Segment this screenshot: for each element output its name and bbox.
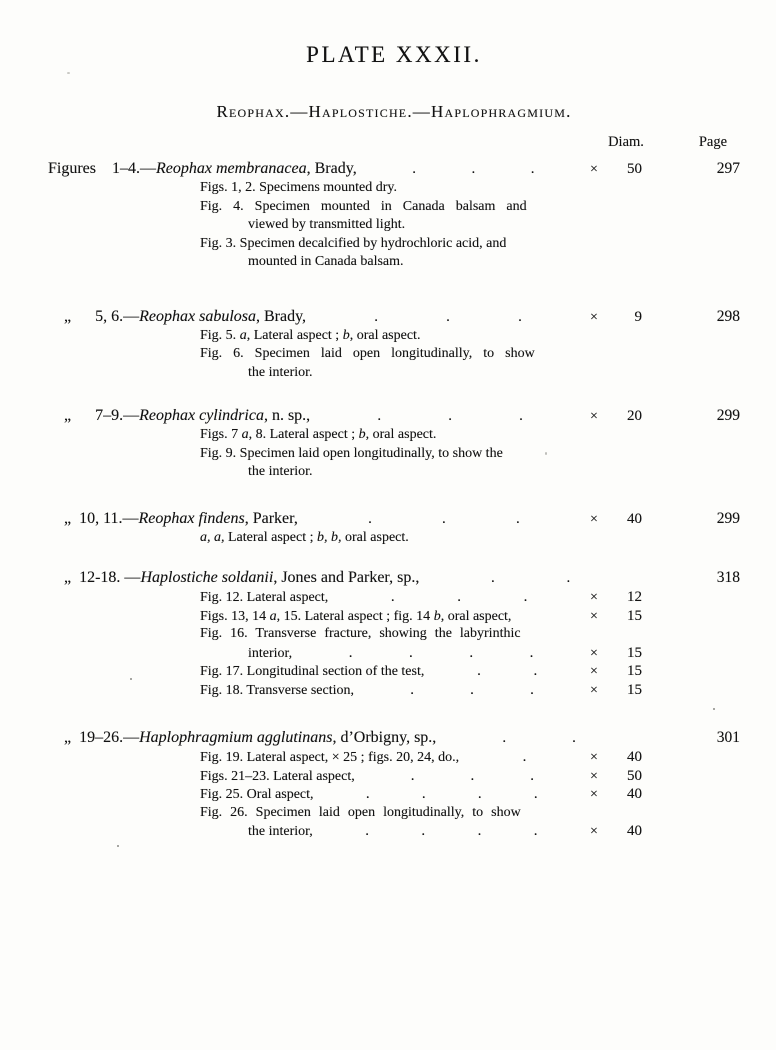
figure-detail-row: [48, 681, 740, 700]
figure-detail-text: viewed by transmitted light.: [248, 217, 406, 232]
magnification-cell: [590, 406, 642, 427]
entry-heading: „ 7–9.—Reophax cylindrica, n. sp.,: [48, 407, 311, 424]
figure-entry: [48, 405, 740, 482]
column-header-row: [48, 134, 740, 152]
leader-dot: .: [518, 308, 522, 325]
page-column-header: Page: [698, 134, 727, 150]
leader-dots: [314, 785, 590, 804]
magnification-cell: [590, 748, 642, 768]
magnification-sign: ×: [590, 409, 598, 424]
figure-detail-row: [48, 822, 740, 841]
figure-detail-row: [48, 607, 740, 626]
figure-detail-row: [48, 463, 740, 482]
figure-detail-text: a, a, Lateral aspect ; b, b, oral aspect.: [200, 529, 409, 545]
leader-dot: .: [533, 786, 538, 802]
leader-dot: .: [446, 308, 450, 325]
figure-entry: [48, 306, 740, 383]
magnification-value: 50: [627, 767, 642, 784]
diam-column-header: Diam.: [608, 134, 644, 150]
leader-dot: .: [365, 823, 369, 839]
figure-detail-row: [48, 804, 740, 823]
leader-dots: [436, 728, 642, 749]
magnification-sign: ×: [590, 682, 598, 698]
entry-heading: „ 5, 6.—Reophax sabulosa, Brady,: [48, 307, 307, 325]
figure-detail-text: Fig. 4. Specimen mounted in Canada balsam and: [200, 198, 527, 214]
magnification-value: 40: [627, 823, 642, 839]
magnification-value: 40: [627, 510, 642, 527]
magnification-value: 15: [627, 607, 642, 624]
species-name: Reophax sabulosa: [139, 307, 256, 325]
magnification-sign: ×: [590, 590, 598, 605]
figure-detail-row: [48, 426, 740, 445]
leader-dots: [310, 406, 590, 427]
leader-dot: .: [469, 644, 474, 661]
leader-dot: .: [470, 767, 475, 784]
leader-dot: .: [530, 767, 534, 784]
figure-entry: [48, 158, 740, 272]
figure-detail-text: Fig. 25. Oral aspect,: [200, 787, 314, 802]
figure-detail-row: [48, 767, 740, 786]
species-name: Reophax membranacea: [156, 160, 307, 177]
figure-detail-text: Fig. 16. Transverse fracture, showing the labyrinthic: [200, 626, 521, 641]
magnification-sign: ×: [590, 768, 598, 784]
figure-detail-row: [48, 625, 740, 644]
figure-detail-text: Fig. 18. Transverse section,: [200, 682, 354, 698]
entry-heading: „ 12-18. —Haplostiche soldanii, Jones and Parker, sp.,: [48, 569, 420, 586]
leader-dot: .: [530, 161, 535, 177]
leader-dots: [298, 509, 590, 530]
leader-dots: [313, 822, 590, 841]
species-name: Haplostiche soldanii: [140, 569, 274, 586]
plate-subtitle: Reophax.—Haplostiche.—Haplophragmium.: [216, 102, 572, 121]
leader-dot: .: [477, 663, 481, 679]
leader-dot: .: [470, 681, 474, 698]
plate-title: PLATE XXXII.: [306, 42, 482, 67]
figure-detail-text: interior,: [248, 645, 293, 661]
leader-dot: .: [390, 589, 395, 605]
figure-detail-row: [48, 529, 740, 548]
magnification-value: 15: [627, 663, 642, 679]
leader-dot: .: [477, 823, 482, 839]
magnification-cell: [590, 822, 642, 842]
species-name: Reophax cylindrica: [139, 407, 264, 424]
figure-detail-row: [48, 364, 740, 383]
figure-detail-row: [48, 179, 740, 198]
magnification-value: 15: [627, 681, 642, 698]
leader-dot: .: [533, 823, 538, 839]
magnification-sign: ×: [590, 608, 598, 624]
leader-dot: .: [448, 408, 452, 424]
leader-dot: .: [519, 408, 523, 424]
species-name: Reophax findens: [138, 509, 245, 527]
entry-main-row: [48, 405, 740, 426]
magnification-value: 40: [627, 749, 642, 765]
figure-detail-text: Fig. 12. Lateral aspect,: [200, 590, 329, 605]
leader-dot: .: [442, 510, 446, 527]
magnification-cell: [590, 662, 642, 682]
page-number: 301: [716, 729, 740, 746]
figure-entry: [48, 508, 740, 548]
leader-dot: .: [410, 767, 415, 784]
entry-heading: Figures 1–4.—Reophax membranacea, Brady,: [48, 160, 357, 177]
species-name: Haplophragmium agglutinans: [139, 729, 333, 746]
figure-detail-text: Figs. 1, 2. Specimens mounted dry.: [200, 180, 398, 195]
leader-dot: .: [421, 786, 426, 802]
magnification-cell: [590, 509, 642, 530]
entry-main-row: [48, 306, 740, 327]
leader-dots: [354, 681, 590, 700]
figure-detail-text: Fig. 3. Specimen decalcified by hydrochloric acid, and: [200, 235, 507, 251]
figure-detail-text: the interior.: [248, 364, 313, 380]
magnification-value: 9: [634, 308, 642, 325]
figure-detail-text: Fig. 19. Lateral aspect, × 25 ; figs. 20, 24, do.,: [200, 750, 460, 765]
figure-detail-row: [48, 445, 740, 464]
figure-detail-row: [48, 785, 740, 804]
leader-dot: .: [365, 786, 370, 802]
leader-dot: .: [374, 308, 378, 325]
leader-dot: .: [471, 161, 476, 177]
leader-dots: [292, 644, 590, 663]
magnification-sign: ×: [590, 162, 598, 177]
leader-dots: [419, 568, 642, 589]
page-number: 299: [716, 509, 740, 527]
leader-dots: [355, 767, 590, 786]
figure-detail-text: Figs. 7 a, 8. Lateral aspect ; b, oral aspect.: [200, 427, 437, 442]
magnification-sign: ×: [590, 309, 598, 325]
leader-dots: [306, 307, 590, 328]
scan-speck: [545, 452, 547, 455]
figure-detail-text: Fig. 17. Longitudinal section of the test,: [200, 664, 425, 679]
page-number: 298: [716, 307, 740, 325]
entry-main-row: [48, 567, 740, 588]
leader-dot: .: [522, 749, 527, 765]
page-number: 297: [716, 160, 740, 177]
magnification-cell: [590, 607, 642, 627]
magnification-value: 40: [627, 786, 642, 802]
leader-dot: .: [377, 408, 382, 424]
scan-speck: [117, 845, 119, 847]
figure-detail-row: [48, 235, 740, 254]
magnification-cell: [590, 767, 642, 787]
entry-heading: „ 19–26.—Haplophragmium agglutinans, d’Orbigny, sp.,: [48, 729, 437, 746]
leader-dot: .: [530, 681, 534, 698]
leader-dot: .: [412, 161, 416, 177]
leader-dots: [328, 588, 590, 607]
leader-dot: .: [502, 730, 507, 746]
leader-dot: .: [566, 570, 571, 586]
figure-entry: [48, 727, 740, 841]
leader-dots: [357, 159, 590, 180]
magnification-sign: ×: [590, 824, 598, 839]
leader-dot: .: [368, 510, 372, 527]
figure-detail-row: [48, 662, 740, 681]
leader-dot: .: [477, 786, 482, 802]
leader-dot: .: [491, 570, 495, 586]
figure-detail-text: the interior,: [248, 824, 313, 839]
magnification-value: 50: [627, 161, 642, 177]
figure-detail-row: [48, 216, 740, 235]
magnification-cell: [590, 785, 642, 805]
magnification-sign: ×: [590, 787, 598, 802]
magnification-cell: [590, 644, 642, 664]
magnification-sign: ×: [590, 750, 598, 765]
entry-main-row: [48, 158, 740, 179]
figure-detail-text: Fig. 9. Specimen laid open longitudinally, to show the: [200, 445, 503, 461]
magnification-value: 20: [627, 408, 642, 424]
leader-dot: .: [572, 730, 576, 746]
magnification-cell: [590, 681, 642, 701]
scan-speck: [67, 72, 70, 74]
figure-detail-text: Fig. 6. Specimen laid open longitudinally, to show: [200, 346, 535, 361]
figure-detail-text: Figs. 21–23. Lateral aspect,: [200, 768, 355, 784]
figure-entry-list: [48, 158, 740, 841]
figure-detail-row: [48, 198, 740, 217]
figure-detail-text: mounted in Canada balsam.: [248, 254, 404, 269]
scan-speck: [713, 708, 715, 710]
page-number: 318: [716, 569, 740, 586]
magnification-sign: ×: [590, 511, 598, 527]
leader-dot: .: [410, 681, 414, 698]
magnification-cell: [590, 159, 642, 180]
magnification-cell: [590, 588, 642, 608]
figure-detail-row: [48, 748, 740, 767]
page-number: 299: [716, 407, 740, 424]
figure-detail-row: [48, 345, 740, 364]
leader-dot: .: [523, 589, 528, 605]
magnification-sign: ×: [590, 645, 598, 661]
leader-dots: [424, 662, 590, 681]
magnification-cell: [590, 307, 642, 328]
leader-dots: [459, 748, 590, 767]
figure-detail-text: Fig. 5. a, Lateral aspect ; b, oral aspect.: [200, 327, 421, 343]
entry-main-row: [48, 508, 740, 529]
leader-dot: .: [421, 823, 426, 839]
leader-dot: .: [457, 589, 462, 605]
entry-main-row: [48, 727, 740, 748]
figure-detail-text: the interior.: [248, 464, 313, 479]
leader-dot: .: [348, 644, 353, 661]
magnification-value: 12: [627, 589, 642, 605]
magnification-sign: ×: [590, 664, 598, 679]
leader-dot: .: [409, 644, 413, 661]
figure-entry: [48, 567, 740, 699]
figure-detail-text: Figs. 13, 14 a, 15. Lateral aspect ; fig. 14 b, oral aspect,: [200, 608, 512, 624]
figure-detail-row: [48, 253, 740, 272]
leader-dot: .: [529, 644, 534, 661]
figure-detail-row: [48, 327, 740, 346]
leader-dot: .: [516, 510, 520, 527]
figure-detail-row: [48, 644, 740, 663]
figure-detail-row: [48, 588, 740, 607]
figure-detail-text: Fig. 26. Specimen laid open longitudinally, to show: [200, 804, 521, 820]
entry-heading: „ 10, 11.—Reophax findens, Parker,: [48, 509, 298, 527]
scan-speck: [130, 678, 132, 680]
leader-dot: .: [533, 663, 538, 679]
magnification-value: 15: [627, 644, 642, 661]
